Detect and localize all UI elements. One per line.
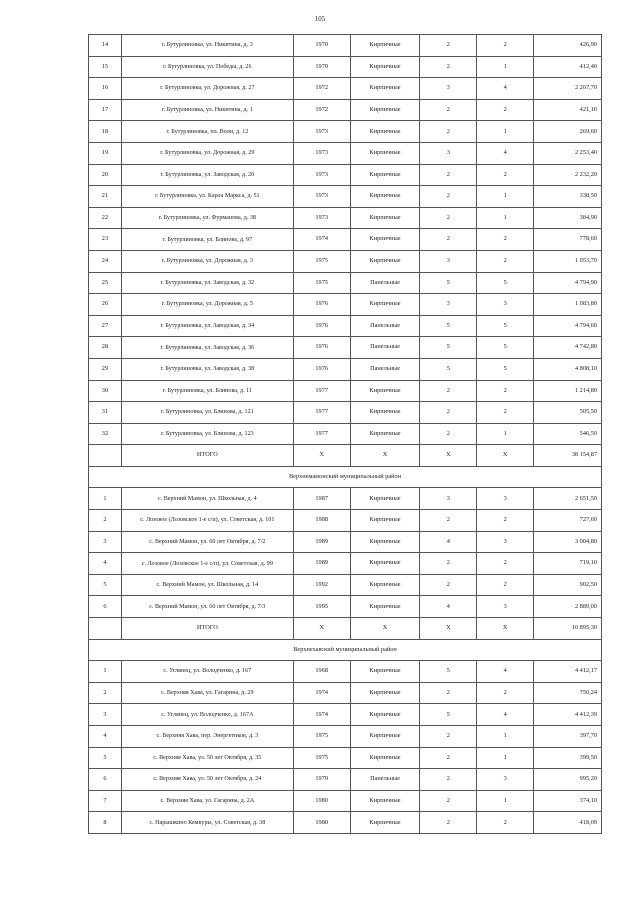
area-cell: 38 154,87: [534, 445, 602, 467]
year-cell: 1977: [293, 423, 350, 445]
section-header-row: [89, 466, 602, 488]
material-cell: Кирпичные: [350, 402, 420, 424]
row-number-cell: 4: [89, 553, 122, 575]
year-cell: 1980: [293, 790, 350, 812]
row-number-cell: 20: [89, 164, 122, 186]
floors-cell: 2: [420, 207, 477, 229]
row-number-cell: 14: [89, 35, 122, 57]
row-number-cell: 27: [89, 315, 122, 337]
year-cell: 1988: [293, 510, 350, 532]
row-number-cell: 21: [89, 186, 122, 208]
entrances-cell: 2: [477, 380, 534, 402]
address-cell: г. Бутурлиновка, ул. Дорожная, д. 27: [121, 78, 293, 100]
entrances-cell: 4: [477, 661, 534, 683]
address-cell: с. Верхний Мамон, ул. 60 лет Октября, д. 7/2: [121, 531, 293, 553]
entrances-cell: 4: [477, 704, 534, 726]
floors-cell: 4: [420, 596, 477, 618]
table-row: [89, 380, 602, 402]
row-number-cell: 6: [89, 769, 122, 791]
address-cell: г. Бутурлиновка, ул. Никитина, д. 3: [121, 35, 293, 57]
table-row: [89, 596, 602, 618]
floors-cell: 2: [420, 164, 477, 186]
address-cell: с. Верхняя Хава, ул. 50 лет Октября, д. 35: [121, 747, 293, 769]
area-cell: 1 083,80: [534, 294, 602, 316]
year-cell: 1992: [293, 574, 350, 596]
year-cell: 1975: [293, 726, 350, 748]
table-row: [89, 164, 602, 186]
material-cell: Кирпичные: [350, 164, 420, 186]
floors-cell: Х: [420, 618, 477, 640]
row-number-cell: 29: [89, 358, 122, 380]
floors-cell: 2: [420, 402, 477, 424]
table-row: [89, 553, 602, 575]
year-cell: 1973: [293, 186, 350, 208]
entrances-cell: 2: [477, 812, 534, 834]
year-cell: 1973: [293, 121, 350, 143]
table-row: [89, 747, 602, 769]
table-row: [89, 661, 602, 683]
material-cell: Кирпичные: [350, 553, 420, 575]
material-cell: Кирпичные: [350, 186, 420, 208]
entrances-cell: 4: [477, 142, 534, 164]
row-number-cell: 2: [89, 510, 122, 532]
area-cell: 269,60: [534, 121, 602, 143]
entrances-cell: 2: [477, 553, 534, 575]
table-row: [89, 423, 602, 445]
address-cell: с. Нарышкино Кемкуры, ул. Советская, д. 38: [121, 812, 293, 834]
material-cell: Панельные: [350, 315, 420, 337]
material-cell: Кирпичные: [350, 510, 420, 532]
area-cell: 418,09: [534, 812, 602, 834]
entrances-cell: 1: [477, 790, 534, 812]
material-cell: Панельные: [350, 769, 420, 791]
year-cell: 1976: [293, 294, 350, 316]
material-cell: Кирпичные: [350, 250, 420, 272]
table-row: [89, 142, 602, 164]
year-cell: 1975: [293, 747, 350, 769]
area-cell: 2 267,70: [534, 78, 602, 100]
row-number-cell: 22: [89, 207, 122, 229]
year-cell: 1972: [293, 78, 350, 100]
area-cell: 399,50: [534, 747, 602, 769]
area-cell: 2 253,40: [534, 142, 602, 164]
address-cell: с. Верхняя Хава, пер. Энергетиков, д. 3: [121, 726, 293, 748]
row-number-cell: 16: [89, 78, 122, 100]
floors-cell: 2: [420, 682, 477, 704]
material-cell: Панельные: [350, 272, 420, 294]
year-cell: 1977: [293, 402, 350, 424]
section-title: Верхнемамонский муниципальный район: [89, 466, 602, 488]
table-row: [89, 229, 602, 251]
area-cell: 995,20: [534, 769, 602, 791]
entrances-cell: 5: [477, 337, 534, 359]
entrances-cell: 1: [477, 121, 534, 143]
year-cell: 1973: [293, 164, 350, 186]
entrances-cell: 3: [477, 531, 534, 553]
row-number-cell: 23: [89, 229, 122, 251]
area-cell: 546,50: [534, 423, 602, 445]
table-row: [89, 56, 602, 78]
area-cell: 421,10: [534, 99, 602, 121]
year-cell: Х: [293, 445, 350, 467]
table-row: [89, 99, 602, 121]
table-row: [89, 682, 602, 704]
floors-cell: 2: [420, 380, 477, 402]
material-cell: Кирпичные: [350, 488, 420, 510]
entrances-cell: 2: [477, 229, 534, 251]
floors-cell: 5: [420, 661, 477, 683]
entrances-cell: 3: [477, 488, 534, 510]
area-cell: 3 004,80: [534, 531, 602, 553]
area-cell: 10 895,30: [534, 618, 602, 640]
address-cell: с. Лозовое (Лозовское 1-е с/п), ул. Советская, д. 101: [121, 510, 293, 532]
row-number-cell: 26: [89, 294, 122, 316]
table-row: [89, 337, 602, 359]
floors-cell: 2: [420, 747, 477, 769]
floors-cell: 2: [420, 553, 477, 575]
row-number-cell: 28: [89, 337, 122, 359]
year-cell: 1973: [293, 207, 350, 229]
area-cell: 4 742,80: [534, 337, 602, 359]
area-cell: 426,90: [534, 35, 602, 57]
material-cell: Кирпичные: [350, 121, 420, 143]
entrances-cell: 5: [477, 272, 534, 294]
year-cell: 1979: [293, 769, 350, 791]
table-row: [89, 121, 602, 143]
area-cell: 412,40: [534, 56, 602, 78]
entrances-cell: 4: [477, 78, 534, 100]
entrances-cell: 5: [477, 315, 534, 337]
material-cell: Кирпичные: [350, 56, 420, 78]
row-number-cell: 1: [89, 661, 122, 683]
floors-cell: 2: [420, 423, 477, 445]
row-number-cell: 5: [89, 747, 122, 769]
address-cell: с. Верхняя Хава, ул. Гагарина, д. 2А: [121, 790, 293, 812]
entrances-cell: 2: [477, 402, 534, 424]
area-cell: 4 808,10: [534, 358, 602, 380]
row-number-cell: 5: [89, 574, 122, 596]
table-row: [89, 790, 602, 812]
floors-cell: 2: [420, 790, 477, 812]
material-cell: Панельные: [350, 337, 420, 359]
area-cell: 4 794,90: [534, 272, 602, 294]
floors-cell: 4: [420, 531, 477, 553]
section-header-row: [89, 639, 602, 661]
table-row: [89, 35, 602, 57]
year-cell: 1989: [293, 531, 350, 553]
material-cell: Кирпичные: [350, 790, 420, 812]
floors-cell: 5: [420, 704, 477, 726]
address-cell: г. Бутурлиновка, ул. Блинова, д. 121: [121, 402, 293, 424]
material-cell: Кирпичные: [350, 229, 420, 251]
year-cell: 1970: [293, 35, 350, 57]
floors-cell: 2: [420, 121, 477, 143]
address-cell: с. Лозовое (Лозовское 1-е с/п), ул. Советская, д. 99: [121, 553, 293, 575]
floors-cell: 2: [420, 186, 477, 208]
entrances-cell: 1: [477, 186, 534, 208]
entrances-cell: 2: [477, 164, 534, 186]
floors-cell: 3: [420, 142, 477, 164]
material-cell: Кирпичные: [350, 142, 420, 164]
area-cell: 4 794,60: [534, 315, 602, 337]
material-cell: Кирпичные: [350, 35, 420, 57]
floors-cell: Х: [420, 445, 477, 467]
row-number-cell: 32: [89, 423, 122, 445]
material-cell: Кирпичные: [350, 207, 420, 229]
section-title: Верхнехавский муниципальный район: [89, 639, 602, 661]
area-cell: 384,90: [534, 207, 602, 229]
address-cell: г. Бутурлиновка, ул. Заводская, д. 20: [121, 164, 293, 186]
area-cell: 374,10: [534, 790, 602, 812]
year-cell: 1976: [293, 337, 350, 359]
year-cell: 1977: [293, 380, 350, 402]
year-cell: 1973: [293, 142, 350, 164]
table-row: [89, 704, 602, 726]
material-cell: Панельные: [350, 358, 420, 380]
area-cell: 4 412,39: [534, 704, 602, 726]
table-row: [89, 510, 602, 532]
table-row: [89, 250, 602, 272]
floors-cell: 2: [420, 510, 477, 532]
floors-cell: 3: [420, 488, 477, 510]
material-cell: Х: [350, 445, 420, 467]
entrances-cell: 2: [477, 574, 534, 596]
row-number-cell: 3: [89, 531, 122, 553]
floors-cell: 2: [420, 229, 477, 251]
material-cell: Х: [350, 618, 420, 640]
floors-cell: 2: [420, 726, 477, 748]
entrances-cell: 2: [477, 35, 534, 57]
row-number-cell: 15: [89, 56, 122, 78]
address-cell: г. Бутурлиновка, ул. Заводская, д. 36: [121, 337, 293, 359]
row-number-cell: 30: [89, 380, 122, 402]
address-cell: г. Бутурлиновка, ул. Дорожная, д. 5: [121, 294, 293, 316]
area-cell: 778,60: [534, 229, 602, 251]
floors-cell: 2: [420, 574, 477, 596]
year-cell: 1972: [293, 99, 350, 121]
entrances-cell: 2: [477, 250, 534, 272]
year-cell: 1980: [293, 812, 350, 834]
year-cell: 1987: [293, 488, 350, 510]
year-cell: 1975: [293, 250, 350, 272]
year-cell: 1976: [293, 358, 350, 380]
material-cell: Кирпичные: [350, 682, 420, 704]
total-row: [89, 445, 602, 467]
year-cell: 1968: [293, 661, 350, 683]
row-number-cell: 17: [89, 99, 122, 121]
area-cell: 2 651,50: [534, 488, 602, 510]
area-cell: 4 412,17: [534, 661, 602, 683]
year-cell: 1975: [293, 272, 350, 294]
area-cell: 397,70: [534, 726, 602, 748]
entrances-cell: 1: [477, 207, 534, 229]
year-cell: 1974: [293, 229, 350, 251]
year-cell: Х: [293, 618, 350, 640]
table-row: [89, 574, 602, 596]
row-number-cell: 2: [89, 682, 122, 704]
entrances-cell: 2: [477, 682, 534, 704]
entrances-cell: Х: [477, 445, 534, 467]
entrances-cell: 2: [477, 99, 534, 121]
address-cell: с. Углянец, ул. Володченко, д. 167: [121, 661, 293, 683]
row-number-cell: 3: [89, 704, 122, 726]
row-number-cell: 6: [89, 596, 122, 618]
floors-cell: 3: [420, 294, 477, 316]
area-cell: 2 889,00: [534, 596, 602, 618]
area-cell: 727,60: [534, 510, 602, 532]
address-cell: с. Верхний Мамон, ул. Школьная, д. 14: [121, 574, 293, 596]
floors-cell: 5: [420, 315, 477, 337]
area-cell: 1 053,70: [534, 250, 602, 272]
address-cell: с. Верхний Мамон, ул. 60 лет Октября, д. 7/3: [121, 596, 293, 618]
row-number-cell: 25: [89, 272, 122, 294]
address-cell: г. Бутурлиновка, ул. Никитина, д. 1: [121, 99, 293, 121]
material-cell: Кирпичные: [350, 99, 420, 121]
address-cell: г. Бутурлиновка, ул. Блинова, д. 11: [121, 380, 293, 402]
floors-cell: 3: [420, 250, 477, 272]
material-cell: Кирпичные: [350, 596, 420, 618]
row-number-cell: 24: [89, 250, 122, 272]
material-cell: Кирпичные: [350, 747, 420, 769]
floors-cell: 2: [420, 99, 477, 121]
area-cell: 1 214,80: [534, 380, 602, 402]
row-number-cell: 18: [89, 121, 122, 143]
entrances-cell: 2: [477, 510, 534, 532]
row-number-cell: 19: [89, 142, 122, 164]
area-cell: 719,10: [534, 553, 602, 575]
entrances-cell: 1: [477, 726, 534, 748]
material-cell: Кирпичные: [350, 704, 420, 726]
total-row: [89, 618, 602, 640]
address-cell: г. Бутурлиновка, пл. Воли, д. 12: [121, 121, 293, 143]
address-cell: г. Бутурлиновка, ул. Дорожная, д. 29: [121, 142, 293, 164]
row-number-cell: [89, 445, 122, 467]
entrances-cell: 5: [477, 358, 534, 380]
entrances-cell: 3: [477, 769, 534, 791]
material-cell: Кирпичные: [350, 574, 420, 596]
row-number-cell: [89, 618, 122, 640]
address-cell: г. Бутурлиновка, ул. Карла Маркса, д. 51: [121, 186, 293, 208]
address-cell: с. Углянец, ул. Володченко, д. 167А: [121, 704, 293, 726]
table-row: [89, 78, 602, 100]
row-number-cell: 31: [89, 402, 122, 424]
address-cell: г. Бутурлиновка, ул. Фурманова, д. 38: [121, 207, 293, 229]
table-row: [89, 402, 602, 424]
year-cell: 1989: [293, 553, 350, 575]
address-cell: г. Бутурлиновка, ул. Заводская, д. 38: [121, 358, 293, 380]
material-cell: Кирпичные: [350, 423, 420, 445]
year-cell: 1976: [293, 315, 350, 337]
floors-cell: 3: [420, 78, 477, 100]
entrances-cell: 1: [477, 423, 534, 445]
material-cell: Кирпичные: [350, 294, 420, 316]
total-label: ИТОГО: [121, 618, 293, 640]
table-row: [89, 207, 602, 229]
material-cell: Кирпичные: [350, 726, 420, 748]
floors-cell: 2: [420, 812, 477, 834]
row-number-cell: 4: [89, 726, 122, 748]
table-row: [89, 531, 602, 553]
total-label: ИТОГО: [121, 445, 293, 467]
floors-cell: 2: [420, 769, 477, 791]
material-cell: Кирпичные: [350, 531, 420, 553]
material-cell: Кирпичные: [350, 661, 420, 683]
year-cell: 1970: [293, 56, 350, 78]
table-row: [89, 294, 602, 316]
entrances-cell: 1: [477, 747, 534, 769]
floors-cell: 2: [420, 35, 477, 57]
material-cell: Кирпичные: [350, 78, 420, 100]
table-row: [89, 272, 602, 294]
address-cell: г. Бутурлиновка, ул. Заводская, д. 32: [121, 272, 293, 294]
row-number-cell: 1: [89, 488, 122, 510]
address-cell: с. Верхний Мамон, ул. Школьная, д. 4: [121, 488, 293, 510]
address-cell: с. Верхняя Хава, ул. 50 лет Октября, д. 24: [121, 769, 293, 791]
floors-cell: 2: [420, 56, 477, 78]
table-row: [89, 726, 602, 748]
year-cell: 1974: [293, 682, 350, 704]
address-cell: г. Бутурлиновка, ул. Блинова, д. 123: [121, 423, 293, 445]
floors-cell: 5: [420, 337, 477, 359]
area-cell: 902,50: [534, 574, 602, 596]
housing-table: [88, 34, 602, 834]
material-cell: Кирпичные: [350, 812, 420, 834]
table-row: [89, 315, 602, 337]
address-cell: г. Бутурлиновка, ул. Победы, д. 26: [121, 56, 293, 78]
floors-cell: 5: [420, 358, 477, 380]
table-row: [89, 186, 602, 208]
row-number-cell: 8: [89, 812, 122, 834]
area-cell: 2 232,20: [534, 164, 602, 186]
table-row: [89, 812, 602, 834]
entrances-cell: Х: [477, 618, 534, 640]
address-cell: г. Бутурлиновка, ул. Дорожная, д. 3: [121, 250, 293, 272]
entrances-cell: 3: [477, 294, 534, 316]
row-number-cell: 7: [89, 790, 122, 812]
area-cell: 750,24: [534, 682, 602, 704]
address-cell: с. Верхняя Хава, ул. Гагарина, д. 29: [121, 682, 293, 704]
address-cell: г. Бутурлиновка, ул. Заводская, д. 34: [121, 315, 293, 337]
area-cell: 338,50: [534, 186, 602, 208]
year-cell: 1974: [293, 704, 350, 726]
table-row: [89, 488, 602, 510]
year-cell: 1995: [293, 596, 350, 618]
table-row: [89, 769, 602, 791]
area-cell: 505,50: [534, 402, 602, 424]
page-number: 105: [314, 15, 326, 23]
address-cell: г. Бутурлиновка, ул. Блинова, д. 97: [121, 229, 293, 251]
material-cell: Кирпичные: [350, 380, 420, 402]
table-row: [89, 358, 602, 380]
floors-cell: 5: [420, 272, 477, 294]
entrances-cell: 1: [477, 56, 534, 78]
entrances-cell: 3: [477, 596, 534, 618]
